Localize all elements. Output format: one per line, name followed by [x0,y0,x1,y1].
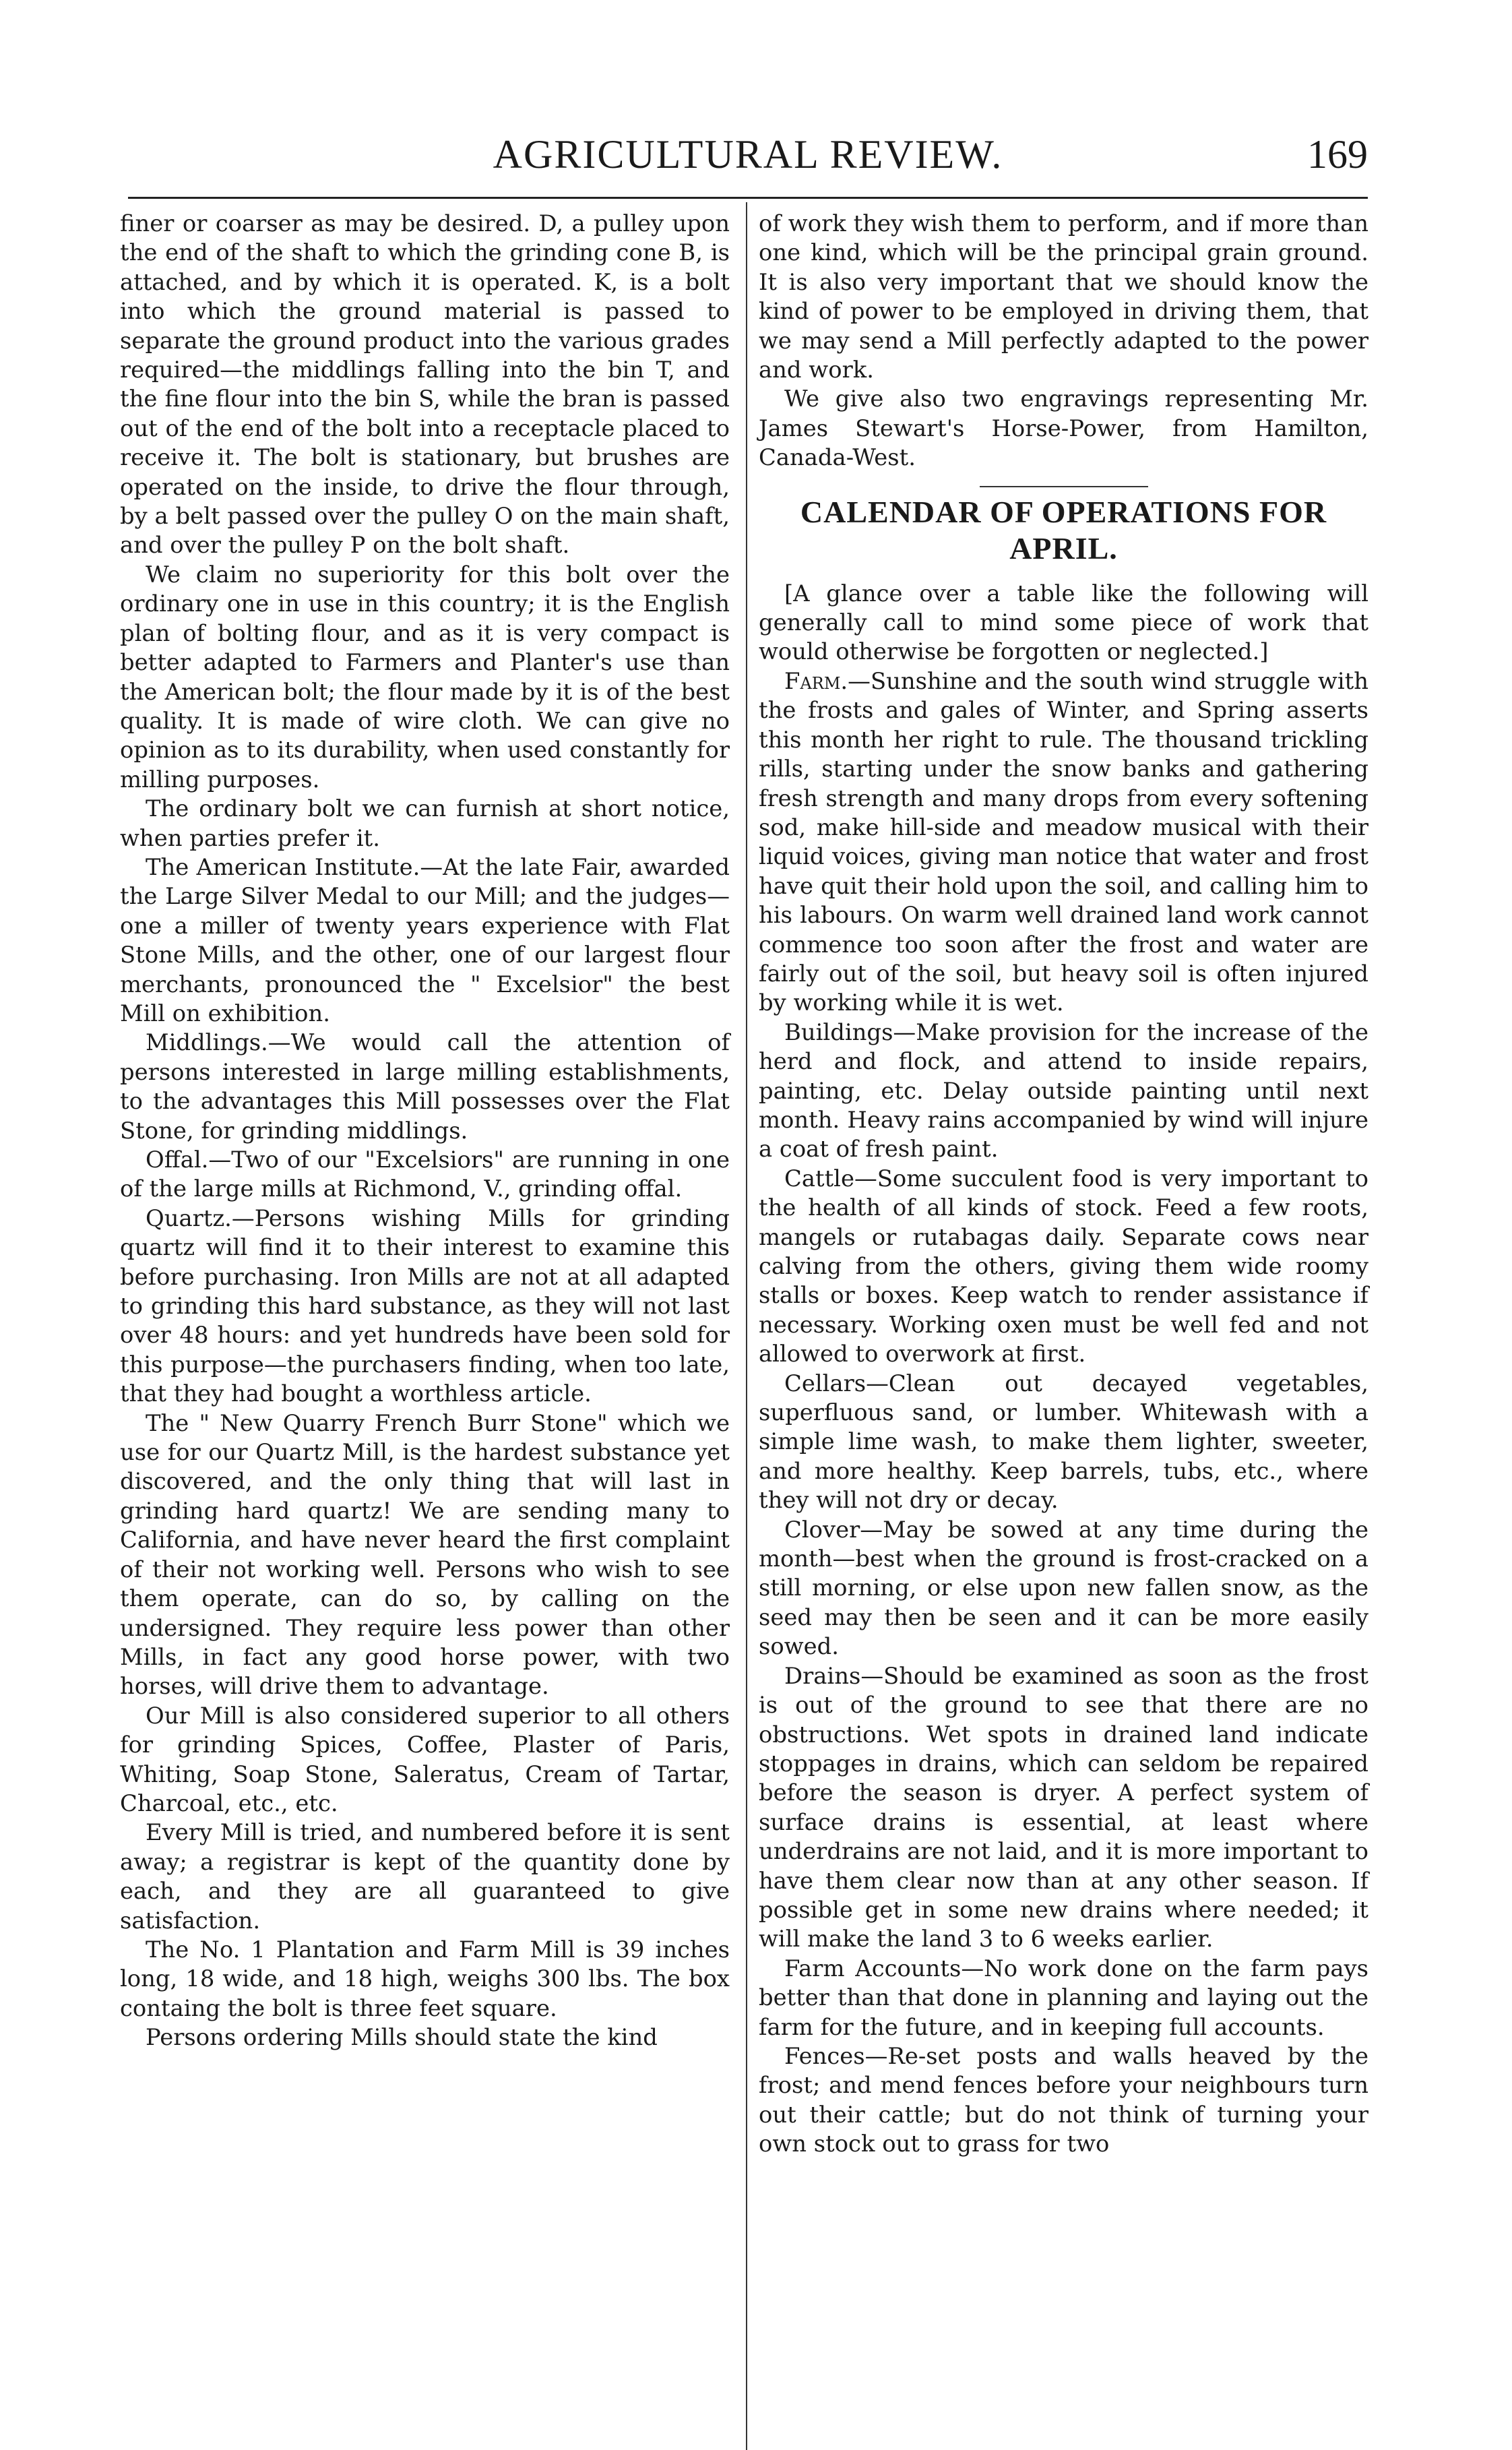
paragraph: Offal.—Two of our "Excelsiors" are running in one of the large mills at Richmond, V., grinding offal. [120,1146,730,1202]
paragraph: The No. 1 Plantation and Farm Mill is 39 inches long, 18 wide, and 18 high, weighs 300 lbs. The box containg the bolt is three feet square. [120,1936,730,2021]
paragraph: The " New Quarry French Burr Stone" which we use for our Quartz Mill, is the hardest substance yet discovered, and the only thing that will last in grinding hard quartz! We are sending many to California, and have never heard the first complaint of their not working well. Persons who wish to see them operate, can do so, by calling on the undersigned. They require less power than other Mills, in fact any good horse power, with two horses, will drive them to advantage. [120,1409,730,1700]
paragraph: Buildings—Make provision for the increase of the herd and flock, and attend to inside repairs, painting, etc. Delay outside painting until next month. Heavy rains accompanied by wind will injure a coat of fresh paint. [759,1018,1368,1163]
running-title: AGRICULTURAL REVIEW. [493,132,1003,177]
paragraph: Every Mill is tried, and numbered before it is sent away; a registrar is kept of the quantity done by each, and they are all guaranteed to give satisfaction. [120,1819,730,1934]
paragraph: finer or coarser as may be desired. D, a pulley upon the end of the shaft to which the grinding cone B, is attached, and by which it is operated. K, is a bolt into which the ground material is passed to separate the ground product into the various grades required—the middlings falling into the bin T, and the fine flour into the bin S, while the bran is passed out of the end of the bolt into a receptacle placed to receive it. The bolt is stationary, but brushes are operated on the inside, to drive the flour through, by a belt passed over the pulley O on the main shaft, and over the pulley P on the bolt shaft. [120,210,730,559]
paragraph-farm [759,667,1368,1018]
paragraph: Our Mill is also considered superior to all others for grinding Spices, Coffee, Plaster of Paris, Whiting, Soap Stone, Saleratus, Cream of Tartar, Charcoal, etc., etc. [120,1702,730,1816]
paragraph: of work they wish them to perform, and if more than one kind, which will be the principal grain ground. It is also very important that we should know the kind of power to be employed in driving them, that we may send a Mill perfectly adapted to the power and work. [759,210,1368,384]
paragraph: Clover—May be sowed at any time during the month—best when the ground is frost-cracked on a still morning, or else upon new fallen snow, as the seed may then be seen and it can be more easily sowed. [759,1516,1368,1660]
paragraph: Quartz.—Persons wishing Mills for grinding quartz will find it to their interest to examine this before purchasing. Iron Mills are not at all adapted to grinding this hard substance, as they will not last over 48 hours: and yet hundreds have been sold for this purpose—the purchasers finding, when too late, that they had bought a worthless article. [120,1204,730,1407]
paragraph: Persons ordering Mills should state the kind [146,2024,658,2051]
paragraph: Fences—Re-set posts and walls heaved by the frost; and mend fences before your neighbours turn out their cattle; but do not think of turning your own stock out to grass for two [759,2042,1368,2157]
section-title: CALENDAR OF OPERATIONS FOR APRIL. [800,494,1327,565]
paragraph: The ordinary bolt we can furnish at short notice, when parties prefer it. [120,795,730,851]
paragraph: Drains—Should be examined as soon as the frost is out of the ground to see that there are no obstructions. Wet spots in drained land indicate stoppages in drains, which can seldom be repaired before the season is dryer. A perfect system of surface drains is essential, at least where underdrains are not laid, and it is more important to have them clear now than at any other season. If possible get in some new drains where needed; it will make the land 3 to 6 weeks earlier. [759,1662,1368,1953]
farm-text: —Sunshine and the south wind struggle with the frosts and gales of Winter, and Spring asserts this month her right to rule. The thousand trickling rills, starting under the snow banks and gathering fresh strength and many drops from every softening sod, make hill-side and meadow musical with their liquid voices, giving man notice that water and frost have quit their hold upon the soil, and calling him to his labours. On warm well drained land work cannot commence too soon after the frost and water are fairly out of the soil, but heavy soil is often injured by working while it is wet. [759,667,1368,1016]
left-column [120,209,730,2052]
header-rule [128,197,1368,199]
page-number: 169 [1307,132,1368,177]
paragraph: Farm Accounts—No work done on the farm pays better than that done in planning and laying out the farm for the future, and in keeping full accounts. [759,1955,1368,2040]
section-rule [980,486,1148,487]
paragraph: Cellars—Clean out decayed vegetables, superfluous sand, or lumber. Whitewash with a simple lime wash, to make them lighter, sweeter, and more healthy. Keep barrels, tubs, etc., where they will not dry or decay. [759,1370,1368,1514]
page-header [128,131,1368,192]
paragraph: Middlings.—We would call the attention of persons interested in large milling establishments, to the advantages this Mill possesses over the Flat Stone, for grinding middlings. [120,1029,730,1144]
column-divider [746,202,747,2450]
paragraph: Cattle—Some succulent food is very important to the health of all kinds of stock. Feed a few roots, mangels or rutabagas daily. Separate cows near calving from the others, giving them wide roomy stalls or boxes. Keep watch to render assistance if necessary. Working oxen must be well fed and not allowed to overwork at first. [759,1165,1368,1368]
paragraph: We give also two engravings representing Mr. James Stewart's Horse-Power, from Hamilton, Canada-West. [759,386,1368,471]
section-lead: [A glance over a table like the following will generally call to mind some piece of work that would otherwise be forgotten or neglected.] [759,580,1368,665]
paragraph: The American Institute.—At the late Fair, awarded the Large Silver Medal to our Mill; and the judges—one a miller of twenty years experience with Flat Stone Mills, and the other, one of our largest flour merchants, pronounced the " Excelsior" the best Mill on exhibition. [120,853,730,1027]
right-column [759,209,1368,2159]
farm-label: Farm. [784,667,848,694]
paragraph: We claim no superiority for this bolt over the ordinary one in use in this country; it is the English plan of bolting flour, and as it is very compact is better adapted to Farmers and Planter's use than the American bolt; the flour made by it is of the best quality. It is made of wire cloth. We can give no opinion as to its durability, when used constantly for milling purposes. [120,561,730,793]
